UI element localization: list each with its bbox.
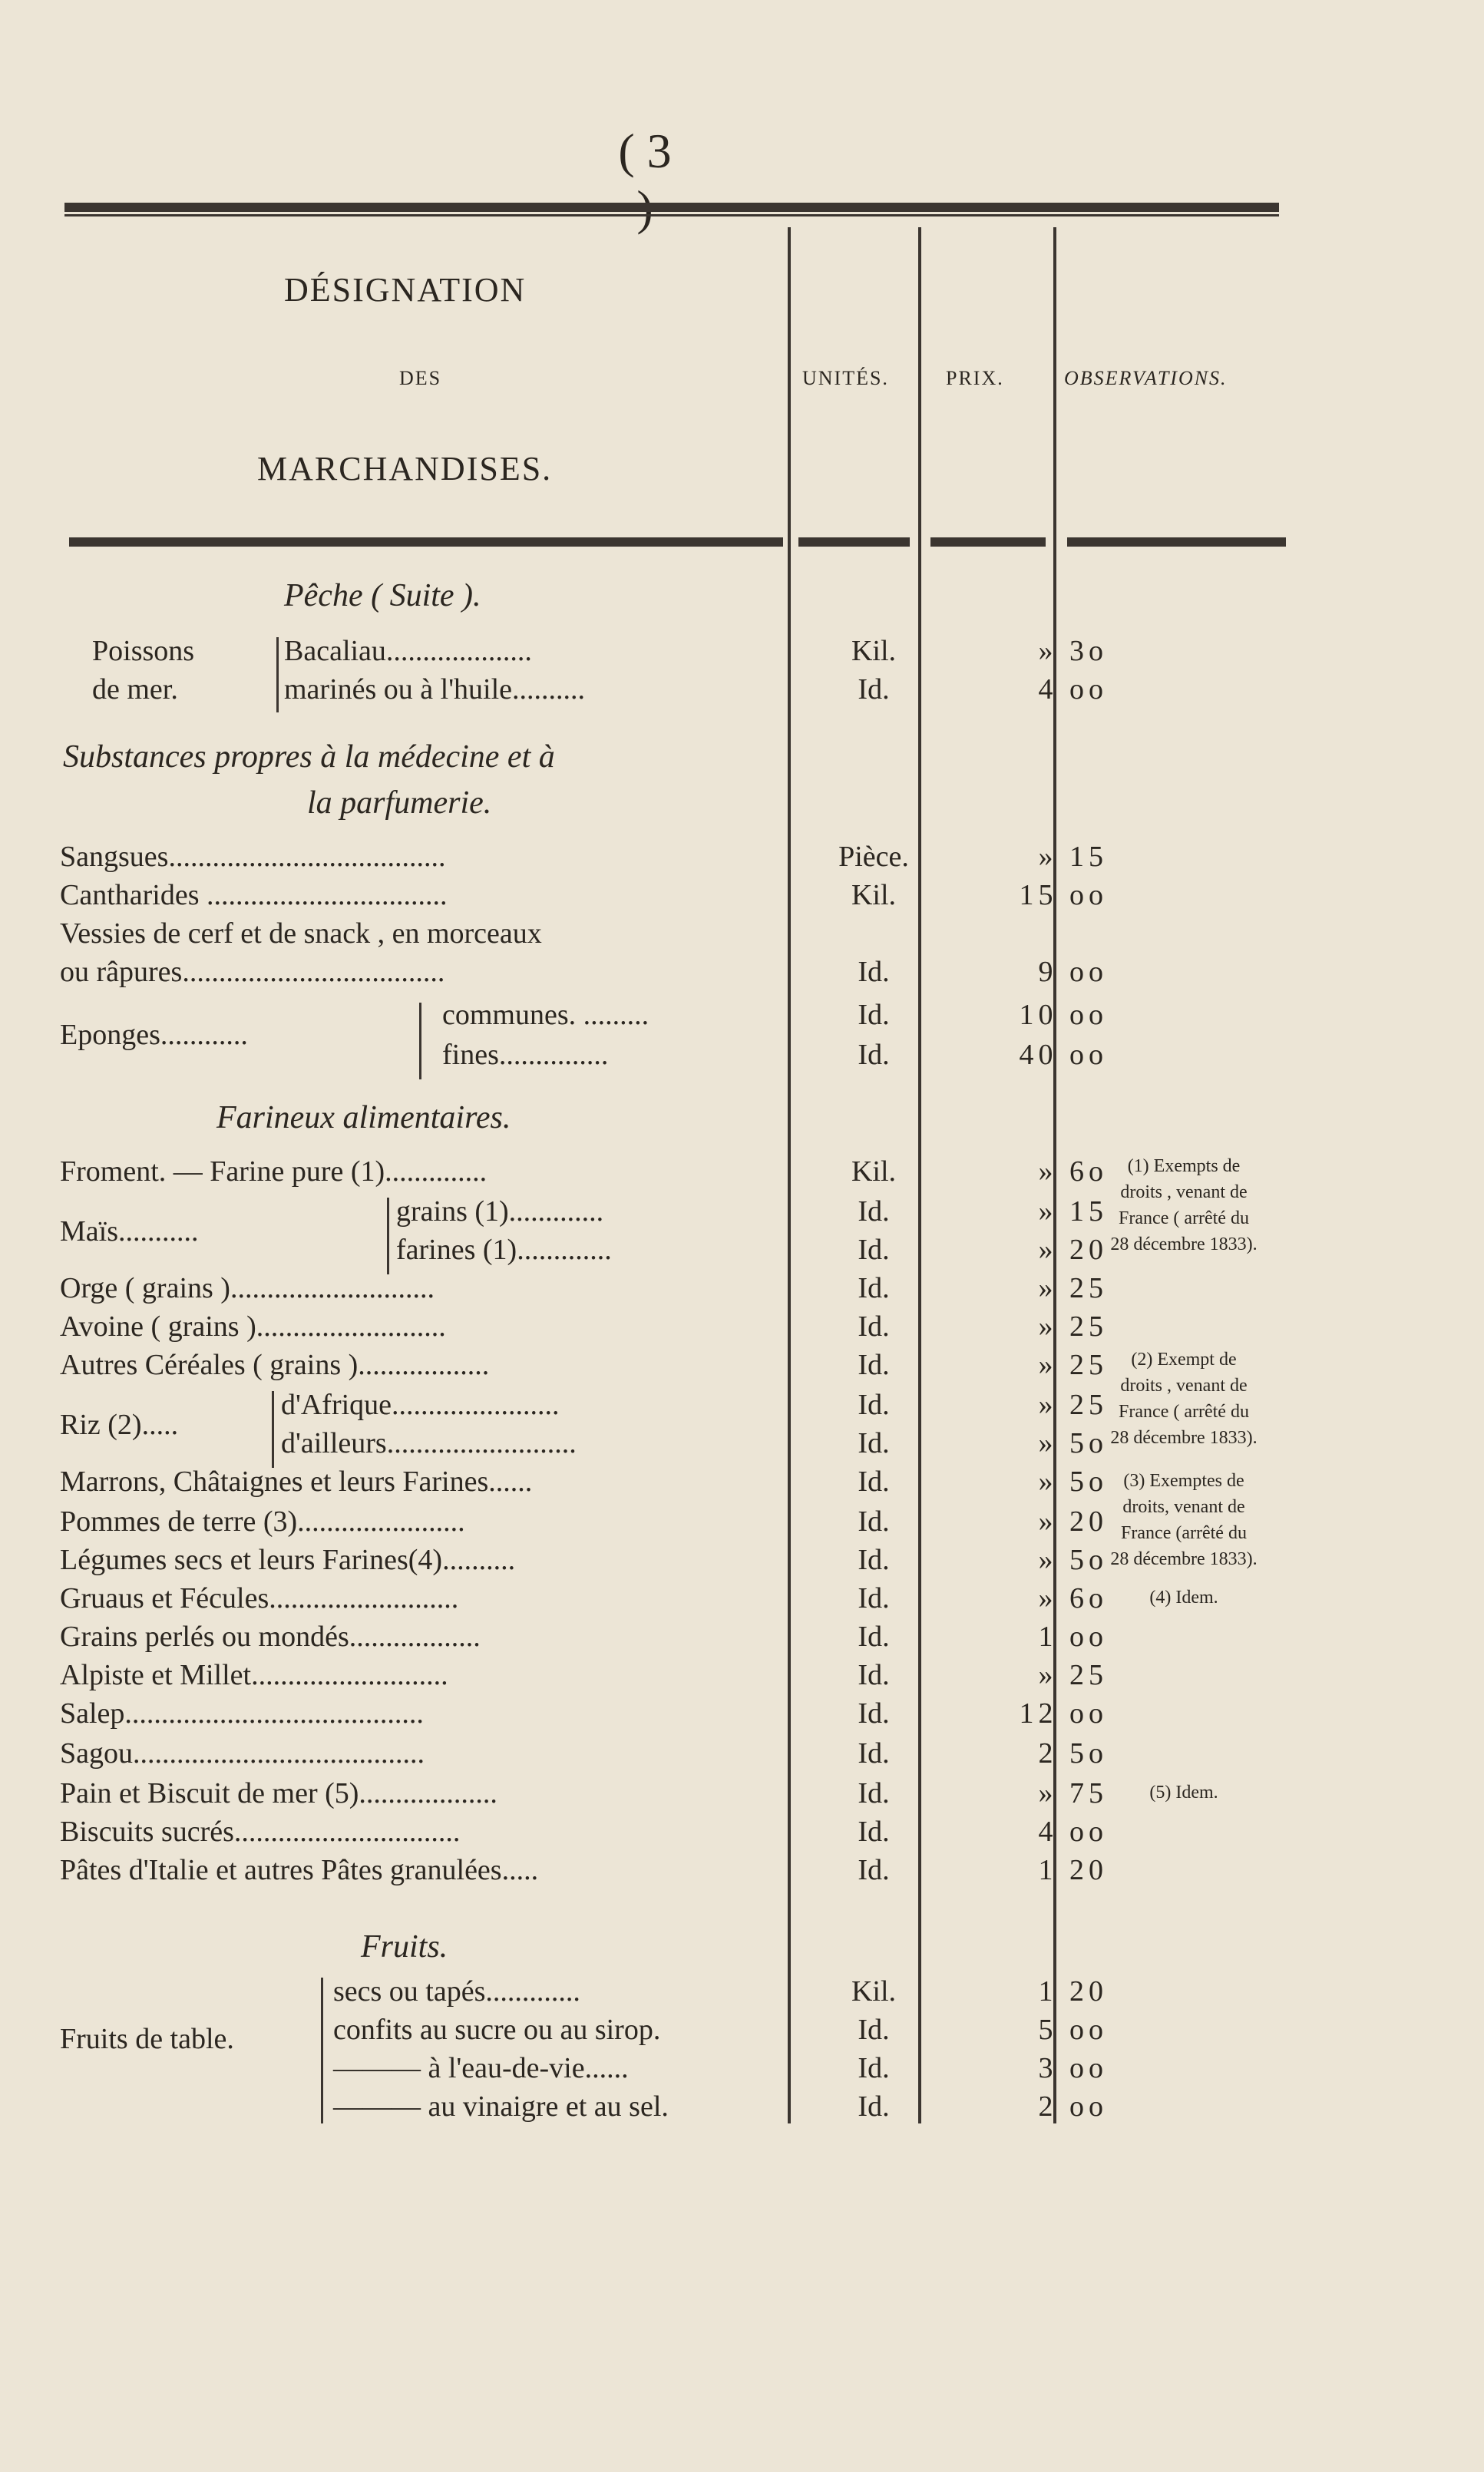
item-label: Avoine ( grains )..........................: [60, 1310, 446, 1343]
price-cell: » 25: [1038, 1659, 1108, 1691]
unit-cell: Pièce.: [838, 841, 909, 873]
item-label: Légumes secs et leurs Farines(4)..........: [60, 1544, 516, 1576]
item-label: marinés ou à l'huile..........: [284, 673, 586, 706]
header-rule-1: [69, 537, 783, 547]
unit-cell: Id.: [858, 1582, 890, 1614]
item-label: Cantharides .................................: [60, 879, 448, 911]
table-row: [60, 1348, 1108, 1386]
table-row: [60, 1271, 1108, 1310]
price-cell: 5 oo: [1038, 2014, 1108, 2046]
top-rule-thin: [64, 214, 1279, 216]
header-rule-3: [930, 537, 1046, 547]
item-label: communes. .........: [442, 999, 649, 1031]
item-label: ——— au vinaigre et au sel.: [333, 2090, 669, 2123]
item-label: ou râpures....................................: [60, 956, 445, 988]
header-marchandises: MARCHANDISES.: [257, 450, 553, 487]
price-cell: 15 oo: [1019, 879, 1108, 911]
page-number: ( 3: [618, 124, 672, 178]
price-cell: 40 oo: [1019, 1039, 1108, 1071]
unit-cell: Id.: [858, 1854, 890, 1886]
table-row: [60, 1426, 1108, 1465]
item-label: Sagou........................................: [60, 1737, 425, 1770]
item-label: d'Afrique.......................: [281, 1389, 560, 1421]
price-cell: » 15: [1038, 841, 1108, 873]
observation-note-1: (1) Exempts de droits , venant de France ( arrêté du 28 décembre 1833).: [1110, 1156, 1258, 1254]
table-row: [60, 1697, 1108, 1735]
unit-cell: Id.: [858, 1195, 890, 1228]
observation-note-3: (3) Exemptes de droits, venant de France (arrêté du 28 décembre 1833).: [1110, 1471, 1258, 1569]
item-label: confits au sucre ou au sirop.: [333, 2014, 661, 2046]
group-label: Maïs...........: [60, 1215, 199, 1248]
item-label: Autres Céréales ( grains )..................: [60, 1349, 490, 1381]
observation-note-5: (5) Idem.: [1149, 1783, 1218, 1803]
item-label: Pommes de terre (3).......................: [60, 1505, 465, 1538]
item-label: Gruaus et Fécules..........................: [60, 1582, 459, 1614]
header-rule-4: [1067, 537, 1286, 547]
price-cell: 9 oo: [1038, 956, 1108, 988]
section-peche: Pêche ( Suite ).: [284, 578, 481, 613]
group-label: Riz (2).....: [60, 1409, 179, 1441]
price-cell: » 5o: [1038, 1544, 1108, 1576]
price-cell: » 25: [1038, 1310, 1108, 1343]
unit-cell: Id.: [858, 1621, 890, 1653]
unit-cell: Id.: [858, 1659, 890, 1691]
table-row: [60, 1737, 1108, 1775]
table-row: [60, 2013, 1108, 2051]
item-label: Marrons, Châtaignes et leurs Farines......: [60, 1466, 533, 1498]
table-row: [60, 1155, 1108, 1193]
section-substances-line2: la parfumerie.: [307, 785, 492, 821]
table-row: [60, 1310, 1108, 1348]
unit-cell: Id.: [858, 956, 890, 988]
unit-cell: Id.: [858, 2014, 890, 2046]
observation-note-2: (2) Exempt de droits , venant de France ( arrêté du 28 décembre 1833).: [1110, 1350, 1258, 1448]
table-row: [60, 917, 1066, 955]
table-row: [60, 2051, 1108, 2090]
table-row: [60, 1776, 1108, 1815]
table-row: [60, 634, 1108, 673]
price-cell: » 3o: [1038, 635, 1108, 667]
price-cell: » 25: [1038, 1349, 1108, 1381]
price-cell: 3 oo: [1038, 2052, 1108, 2084]
unit-cell: Id.: [858, 1234, 890, 1266]
item-label: Grains perlés ou mondés..................: [60, 1621, 481, 1653]
unit-cell: Id.: [858, 1777, 890, 1809]
group-label: Poissons: [92, 635, 195, 667]
header-prix: PRIX.: [946, 367, 1004, 389]
price-cell: » 20: [1038, 1505, 1108, 1538]
item-label: Bacaliau....................: [284, 635, 532, 667]
table-row: [60, 955, 1108, 993]
unit-cell: Kil.: [851, 879, 897, 911]
table-row: [60, 1581, 1108, 1620]
unit-cell: Id.: [858, 1349, 890, 1381]
header-rule-2: [798, 537, 910, 547]
price-cell: » 5o: [1038, 1466, 1108, 1498]
unit-cell: Id.: [858, 1816, 890, 1848]
table-row: [60, 1505, 1108, 1543]
unit-cell: Id.: [858, 1697, 890, 1730]
header-observations: OBSERVATIONS.: [1064, 367, 1228, 389]
section-substances-line1: Substances propres à la médecine et à: [63, 739, 555, 775]
unit-cell: Id.: [858, 1272, 890, 1304]
unit-cell: Id.: [858, 1039, 890, 1071]
price-cell: » 25: [1038, 1389, 1108, 1421]
unit-cell: Kil.: [851, 635, 897, 667]
item-label: Alpiste et Millet...........................: [60, 1659, 448, 1691]
price-cell: » 15: [1038, 1195, 1108, 1228]
group-label: Fruits de table.: [60, 2023, 234, 2055]
item-label: farines (1).............: [396, 1234, 612, 1266]
unit-cell: Kil.: [851, 1975, 897, 2008]
header-des: DES: [399, 367, 442, 389]
price-cell: » 25: [1038, 1272, 1108, 1304]
unit-cell: Id.: [858, 1737, 890, 1770]
price-cell: 1 20: [1038, 1975, 1108, 2008]
unit-cell: Id.: [858, 2090, 890, 2123]
price-cell: » 5o: [1038, 1427, 1108, 1459]
group-label: Eponges............: [60, 1019, 248, 1051]
price-cell: 2 oo: [1038, 2090, 1108, 2123]
unit-cell: Id.: [858, 673, 890, 706]
unit-cell: Id.: [858, 2052, 890, 2084]
item-label: ——— à l'eau-de-vie......: [333, 2052, 629, 2084]
header-designation: DÉSIGNATION: [284, 271, 527, 309]
item-label: Orge ( grains )............................: [60, 1272, 435, 1304]
table-row: [60, 998, 1108, 1051]
item-label: fines...............: [442, 1039, 609, 1071]
table-row: [60, 1620, 1108, 1658]
price-cell: » 75: [1038, 1777, 1108, 1809]
item-label: Froment. — Farine pure (1)..............: [60, 1155, 488, 1188]
price-cell: 1 oo: [1038, 1621, 1108, 1653]
header-unites: UNITÉS.: [802, 367, 889, 389]
unit-cell: Id.: [858, 1544, 890, 1576]
table-row: [60, 840, 1108, 878]
price-cell: 1 20: [1038, 1854, 1108, 1886]
unit-cell: Id.: [858, 1466, 890, 1498]
table-row: [60, 1815, 1108, 1853]
item-label: Pain et Biscuit de mer (5)...................: [60, 1777, 497, 1809]
price-cell: 10 oo: [1019, 999, 1108, 1031]
price-cell: » 6o: [1038, 1582, 1108, 1614]
table-row: [60, 878, 1108, 917]
table-row: [60, 1388, 1108, 1441]
unit-cell: Id.: [858, 999, 890, 1031]
group-label: de mer.: [92, 673, 178, 706]
unit-cell: Id.: [858, 1505, 890, 1538]
item-label: Vessies de cerf et de snack , en morceaux: [60, 917, 542, 950]
item-label: Sangsues......................................: [60, 841, 446, 873]
price-cell: 4 oo: [1038, 1816, 1108, 1848]
section-fruits: Fruits.: [361, 1929, 448, 1965]
unit-cell: Id.: [858, 1389, 890, 1421]
top-rule: [64, 203, 1279, 212]
item-label: secs ou tapés.............: [333, 1975, 580, 2008]
price-cell: » 6o: [1038, 1155, 1108, 1188]
item-label: d'ailleurs..........................: [281, 1427, 577, 1459]
item-label: Salep.........................................: [60, 1697, 424, 1730]
observation-note-4: (4) Idem.: [1149, 1588, 1218, 1608]
table-row: [60, 1853, 1108, 1892]
price-cell: 2 5o: [1038, 1737, 1108, 1770]
unit-cell: Id.: [858, 1310, 890, 1343]
price-cell: 4 oo: [1038, 673, 1108, 706]
table-row: [60, 1658, 1108, 1697]
table-row: [60, 1195, 1108, 1248]
price-cell: » 20: [1038, 1234, 1108, 1266]
table-row: [60, 673, 1108, 711]
table-row: [60, 1233, 1108, 1271]
section-farineux: Farineux alimentaires.: [216, 1100, 511, 1135]
price-cell: 12 oo: [1019, 1697, 1108, 1730]
table-row: [60, 1543, 1108, 1581]
table-row: [60, 1038, 1108, 1076]
item-label: Biscuits sucrés...............................: [60, 1816, 461, 1848]
unit-cell: Kil.: [851, 1155, 897, 1188]
unit-cell: Id.: [858, 1427, 890, 1459]
table-row: [60, 1465, 1108, 1503]
item-label: grains (1).............: [396, 1195, 604, 1228]
item-label: Pâtes d'Italie et autres Pâtes granulées.....: [60, 1854, 539, 1886]
table-row: [60, 2090, 1108, 2128]
